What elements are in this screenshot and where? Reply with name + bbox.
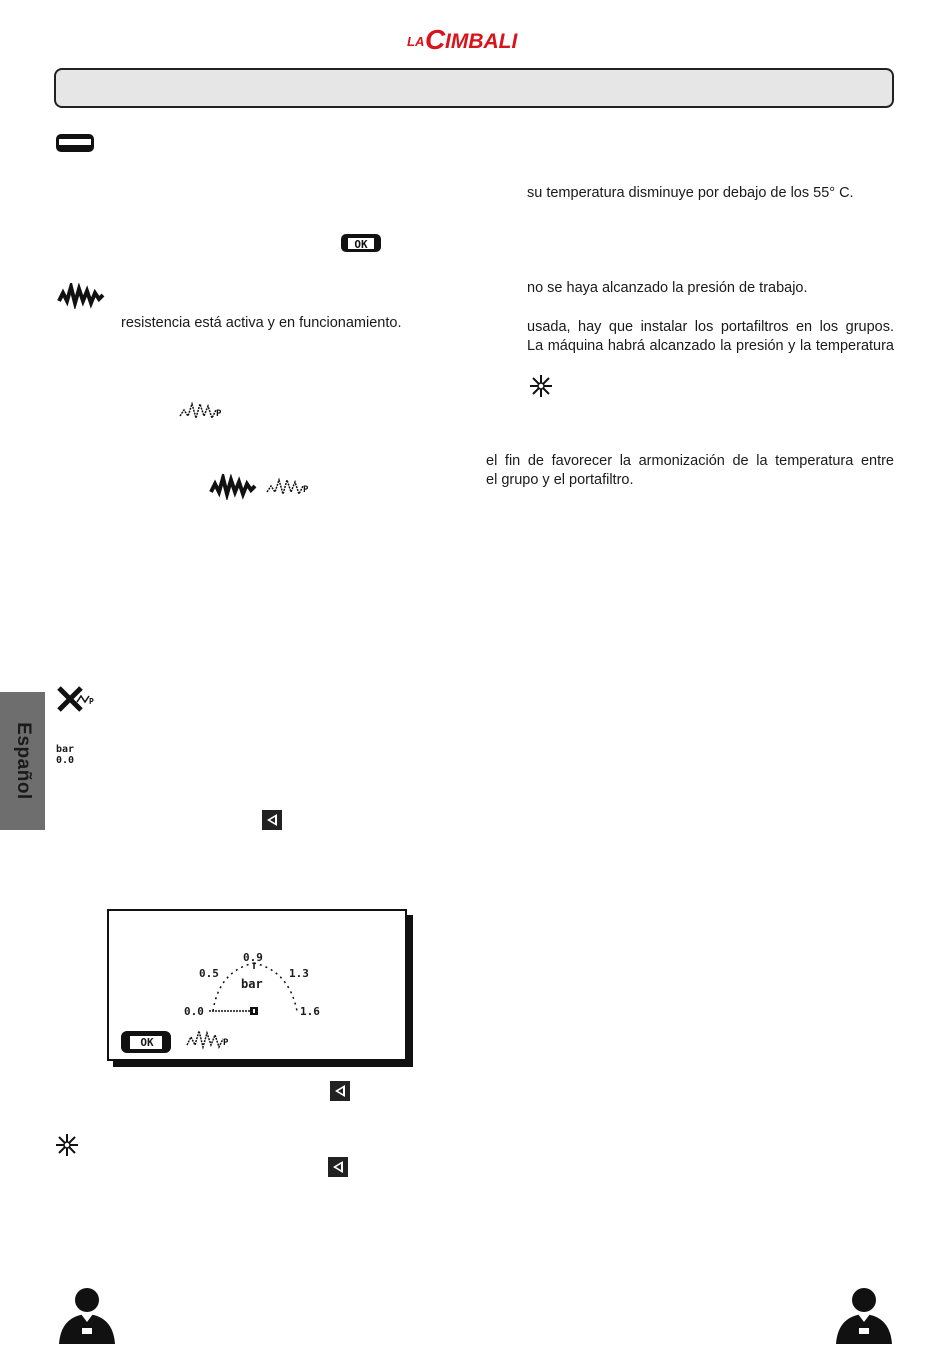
snowflake-icon bbox=[55, 1133, 79, 1162]
snowflake-icon-2 bbox=[529, 374, 553, 403]
right-text-line-5: el fin de favorecer la armonización de la temperatura entre bbox=[486, 453, 894, 469]
gauge-label-right-low: 1.6 bbox=[300, 1005, 320, 1018]
svg-text:P: P bbox=[216, 409, 222, 419]
barista-figure-icon bbox=[57, 1286, 117, 1349]
back-arrow-icon-3 bbox=[328, 1157, 348, 1182]
right-text-line-1: su temperatura disminuye por debajo de los 55° C. bbox=[527, 185, 854, 201]
left-text-line: resistencia está activa y en funcionamiento. bbox=[121, 315, 402, 331]
svg-text:IMBALI: IMBALI bbox=[445, 30, 518, 53]
svg-text:OK: OK bbox=[354, 238, 368, 251]
gauge-label-top: 0.9 bbox=[243, 951, 263, 964]
gauge-label-left-low: 0.0 bbox=[184, 1005, 204, 1018]
right-text-line-3: usada, hay que instalar los portafiltros en los grupos. bbox=[527, 319, 894, 335]
language-side-tab bbox=[0, 692, 45, 830]
back-arrow-icon-2 bbox=[330, 1081, 350, 1106]
right-text-line-6: el grupo y el portafiltro. bbox=[486, 472, 634, 488]
brand-logo bbox=[405, 22, 545, 56]
heating-active-icon-2 bbox=[209, 474, 257, 505]
heating-off-icon bbox=[55, 684, 99, 719]
display-icon bbox=[55, 133, 95, 158]
gauge-label-right-mid: 1.3 bbox=[289, 967, 309, 980]
svg-text:C: C bbox=[425, 24, 446, 55]
heating-active-icon bbox=[57, 283, 105, 314]
right-text-line-4: La máquina habrá alcanzado la presión y la temperatura bbox=[527, 338, 894, 354]
gauge-label-left-mid: 0.5 bbox=[199, 967, 219, 980]
barista-figure-icon-2 bbox=[834, 1286, 894, 1349]
back-arrow-icon bbox=[262, 810, 282, 835]
gauge-unit: bar bbox=[241, 977, 263, 991]
heating-steam-icon bbox=[178, 398, 226, 429]
svg-text:LA: LA bbox=[407, 34, 425, 49]
svg-text:P: P bbox=[223, 1038, 229, 1048]
language-label: Español bbox=[12, 722, 34, 800]
bar-readout-icon: bar 0.0 bbox=[56, 744, 75, 766]
pressure-gauge-display bbox=[107, 909, 407, 1061]
section-header-bar bbox=[54, 68, 894, 108]
svg-text:P: P bbox=[303, 485, 309, 495]
lcd-ok-label: OK bbox=[140, 1036, 154, 1049]
heating-steam-icon-2 bbox=[265, 474, 313, 505]
ok-button-icon bbox=[340, 233, 382, 258]
right-text-line-2: no se haya alcanzado la presión de trabajo. bbox=[527, 280, 808, 296]
svg-text:P: P bbox=[89, 697, 94, 706]
